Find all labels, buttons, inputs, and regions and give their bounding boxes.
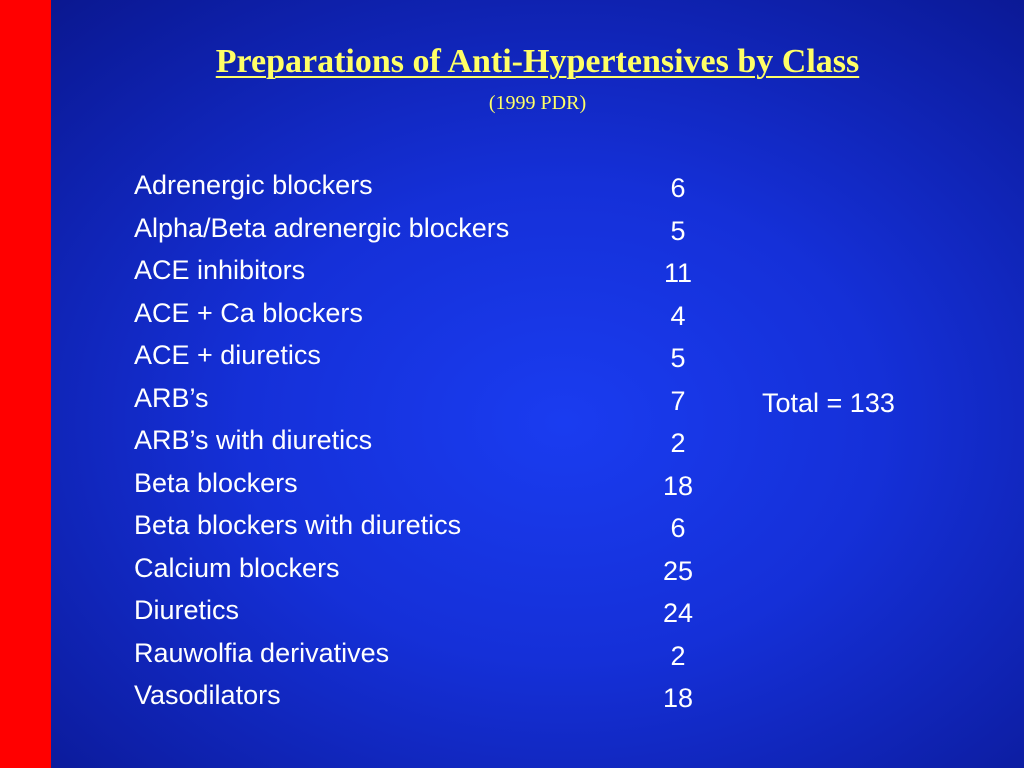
class-label: ACE + Ca blockers xyxy=(134,297,363,328)
class-count: 6 xyxy=(670,513,686,543)
class-label: Calcium blockers xyxy=(134,552,340,583)
class-label: ACE inhibitors xyxy=(134,255,306,285)
class-label: Rauwolfia derivatives xyxy=(134,637,390,668)
class-count-column xyxy=(640,169,716,722)
slide-subtitle: (1999 PDR) xyxy=(488,92,587,114)
class-label: ARB’s xyxy=(134,382,209,413)
left-accent-bar xyxy=(0,0,51,768)
class-label: ARB’s with diuretics xyxy=(134,425,373,455)
class-label: Adrenergic blockers xyxy=(134,170,373,200)
class-label: Vasodilators xyxy=(134,680,281,710)
class-count: 4 xyxy=(670,300,686,331)
class-count: 2 xyxy=(670,428,686,458)
class-label: Diuretics xyxy=(134,595,240,625)
class-count: 7 xyxy=(670,385,686,416)
slide-title: Preparations of Anti-Hypertensives by Class xyxy=(215,43,860,80)
class-count: 24 xyxy=(662,598,694,628)
class-label: Alpha/Beta adrenergic blockers xyxy=(134,212,510,243)
class-count: 5 xyxy=(670,215,686,246)
class-count: 25 xyxy=(662,555,694,586)
class-count: 6 xyxy=(670,173,686,203)
class-count: 2 xyxy=(670,640,686,671)
class-label-column xyxy=(134,166,654,719)
class-count: 5 xyxy=(670,343,686,373)
class-count: 18 xyxy=(662,683,694,713)
class-label: Beta blockers with diuretics xyxy=(134,510,462,540)
class-count: 18 xyxy=(662,470,694,501)
class-count: 11 xyxy=(663,258,693,288)
class-label: ACE + diuretics xyxy=(134,340,321,370)
class-label: Beta blockers xyxy=(134,467,298,498)
total-label: Total = 133 xyxy=(762,388,895,418)
